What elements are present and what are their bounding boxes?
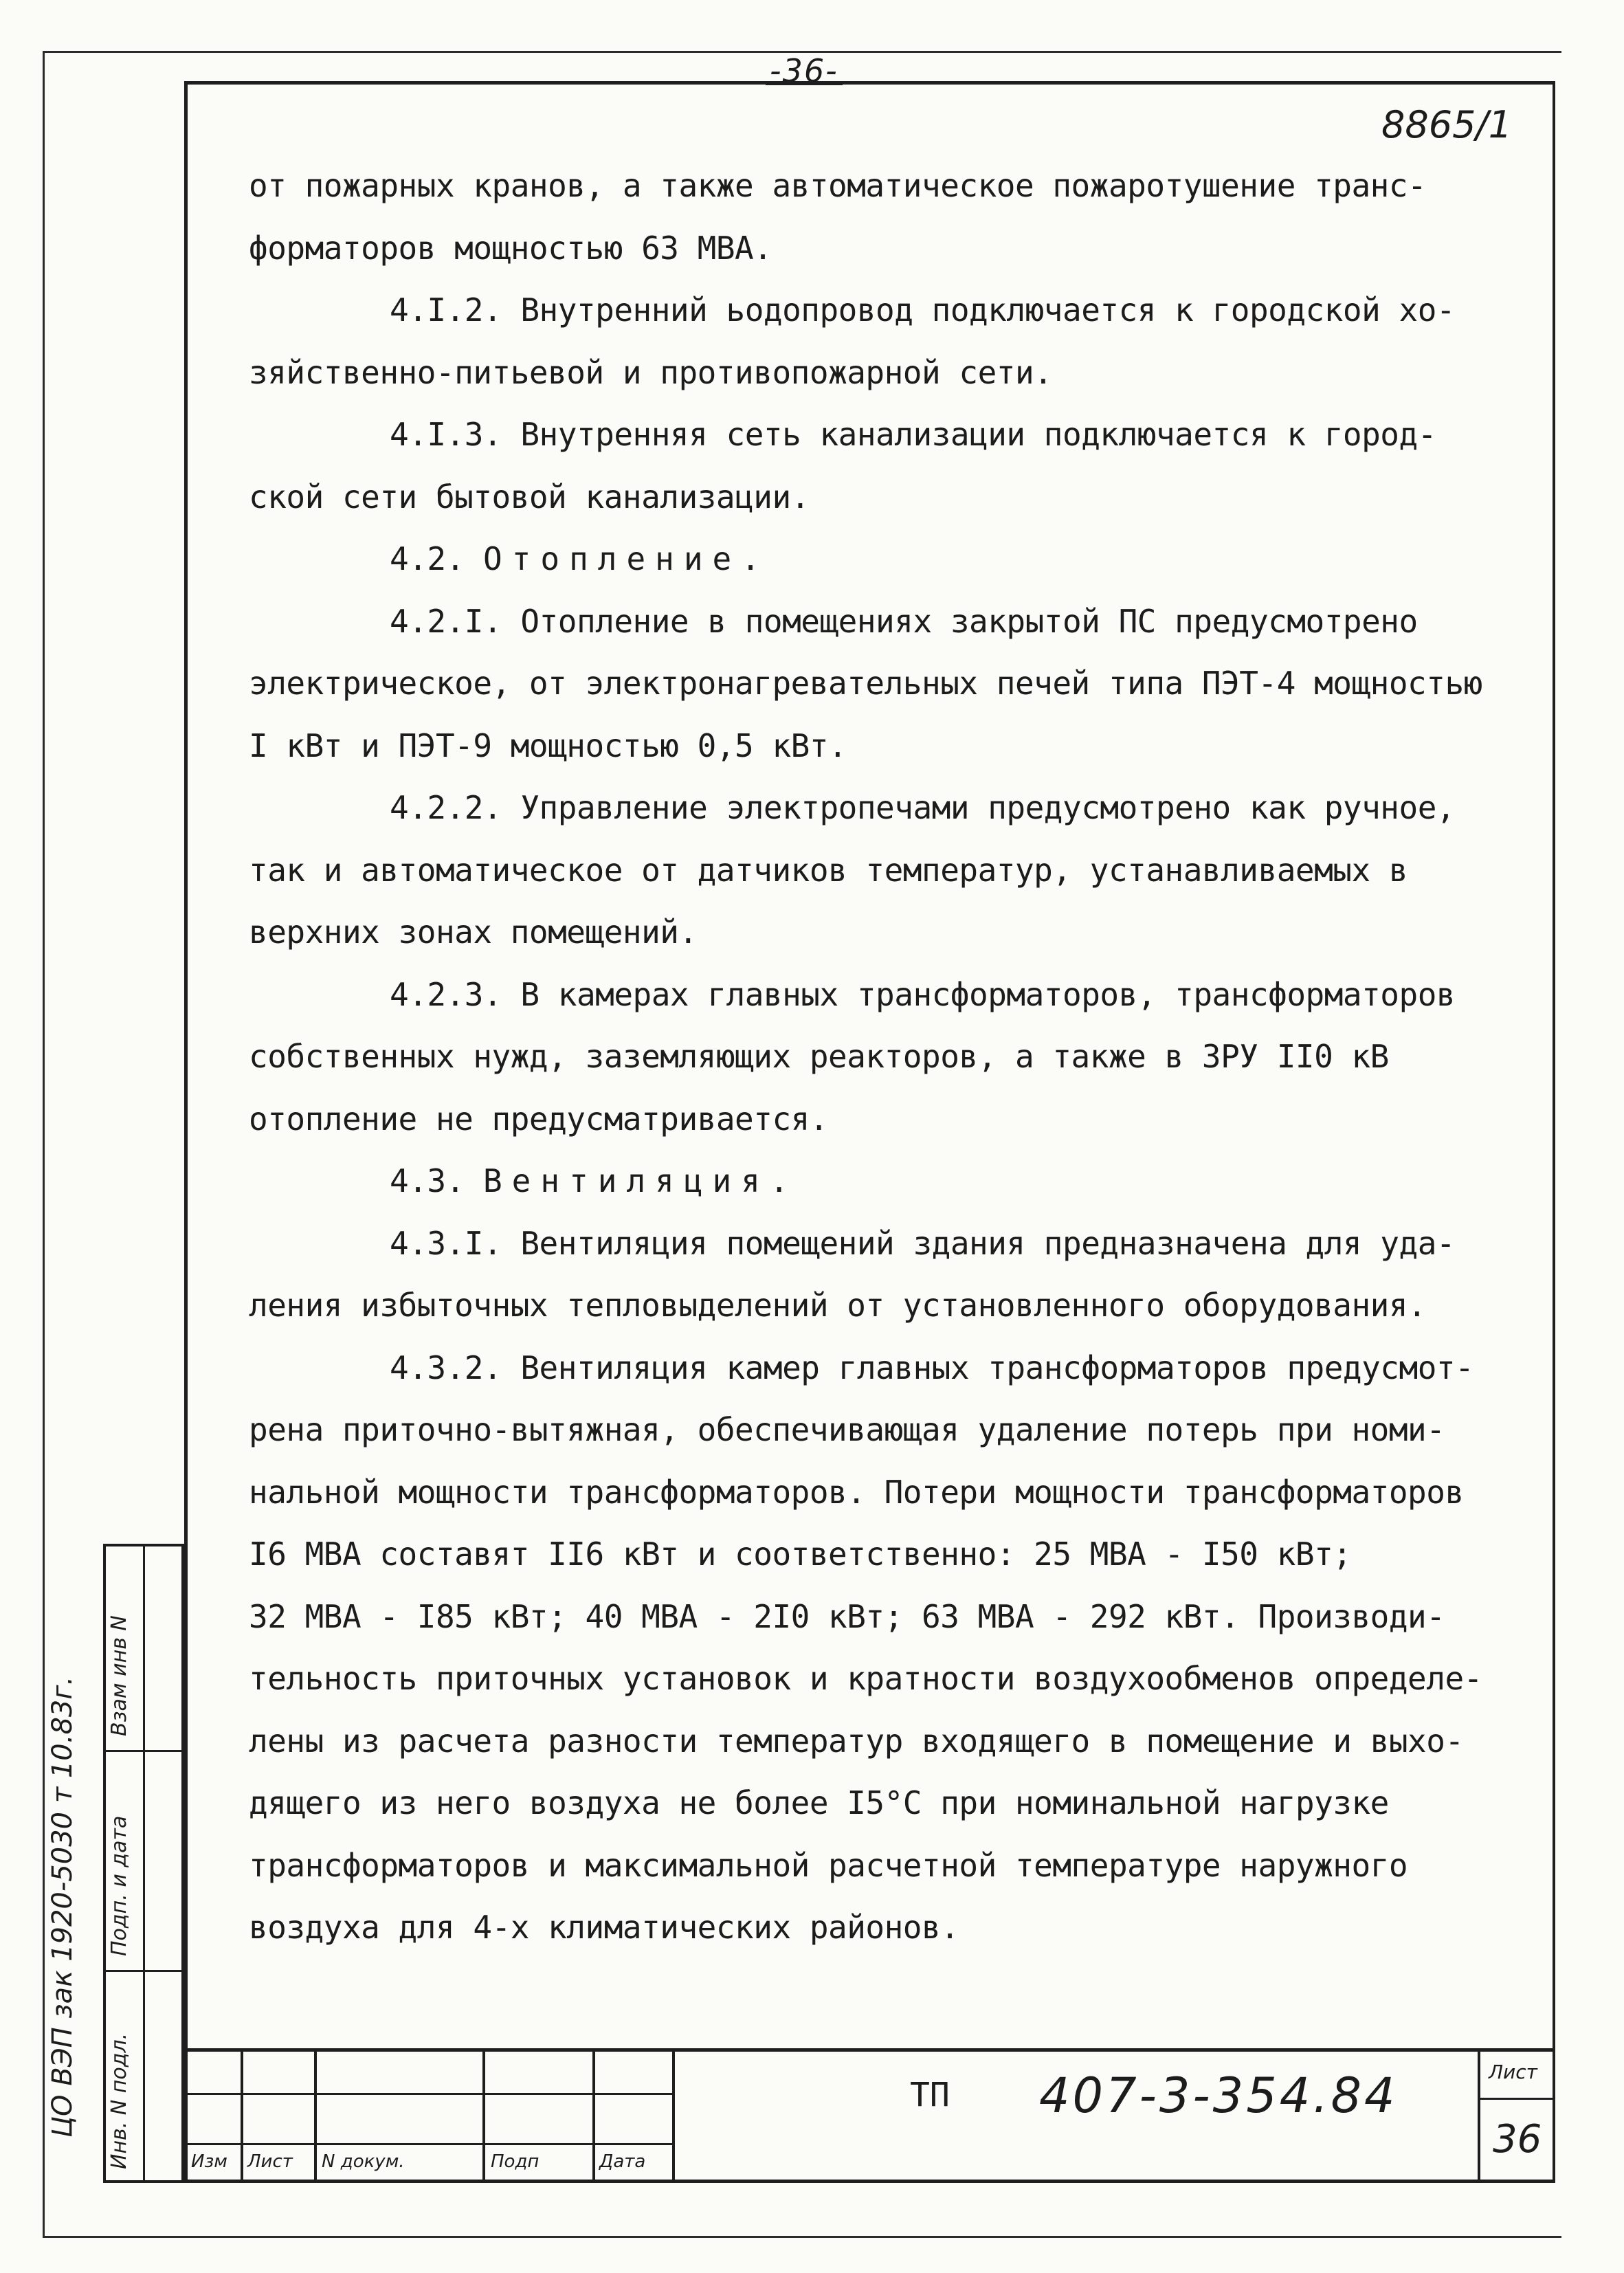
page-number: -36- [770,52,838,89]
title-block-row-line [187,2093,675,2095]
print-order-note: ЦО ВЭП зак 1920-5030 т 10.83г. [47,1676,78,2138]
body-line: I6 МВА составят II6 кВт и соответственно: 25 МВА - I50 кВт; [249,1535,1352,1573]
body-line: лены из расчета разности температур входящего в помещение и выхо- [249,1722,1464,1760]
strip-label-original-number: Инв. N подл. [107,2032,131,2169]
approval-strip-divider [143,1544,145,2183]
sheet-number: 36 [1493,2117,1542,2162]
section-number: 4.3. [390,1162,465,1199]
approval-strip [103,1544,184,2183]
section-title: Вентиляция. [482,1162,799,1199]
body-line: нальной мощности трансформаторов. Потери мощности трансформаторов [249,1473,1464,1511]
section-number: 4.2. [390,540,465,577]
col-label-doc-number: N докум. [322,2151,405,2172]
title-block-divider [672,2048,675,2182]
title-block-divider [314,2048,317,2182]
body-line: собственных нужд, заземляющих реакторов, а также в ЗРУ II0 кВ [249,1038,1389,1075]
section-heading-heating [249,528,1500,590]
title-block-divider [592,2048,595,2182]
strip-label-signature-date: Подп. и дата [107,1815,131,1956]
body-line: так и автоматическое от датчиков температур, устанавливаемых в [249,851,1408,889]
body-line: I кВт и ПЭТ-9 мощностью 0,5 кВт. [249,727,847,764]
outer-border-bottom [43,2236,1561,2238]
title-block-row-line [187,2143,675,2145]
col-label-change: Изм [191,2151,227,2172]
body-line: верхних зонах помещений. [249,913,698,951]
body-line: 4.3.I. Вентиляция помещений здания предназначена для уда- [390,1224,1456,1262]
body-line: дящего из него воздуха не более I5°С при номинальной нагрузке [249,1784,1389,1821]
title-block-top-border [187,2048,1555,2052]
body-line: ления избыточных тепловыделений от установленного оборудования. [249,1287,1427,1324]
approval-strip-divider [103,1970,184,1972]
body-line: форматоров мощностью 63 МВА. [249,229,772,267]
approval-strip-divider [103,1750,184,1752]
body-line: отопление не предусматривается. [249,1100,829,1138]
body-line: 4.3.2. Вентиляция камер главных трансформаторов предусмот- [390,1349,1474,1386]
title-block-divider [482,2048,485,2182]
col-label-sheet: Лист [247,2151,293,2172]
body-line: 4.2.3. В камерах главных трансформаторов, трансформаторов [390,975,1456,1013]
body-line: 4.I.2. Внутренний ьодопровод подключается к городской хо- [390,291,1456,329]
body-line: от пожарных кранов, а также автоматическое пожаротушение транс- [249,167,1427,204]
sheet-label: Лист [1489,2061,1537,2083]
sheet-number-box [1478,2048,1555,2182]
col-label-date: Дата [599,2151,646,2172]
section-title: Отопление. [482,540,770,577]
document-body [249,155,1500,1959]
body-line: 32 МВА - I85 кВт; 40 МВА - 2I0 кВт; 63 МВА - 292 кВт. Производи- [249,1597,1445,1635]
body-line: 4.I.3. Внутренняя сеть канализации подключается к город- [390,416,1436,453]
sheet-box-divider [1480,2098,1555,2100]
outer-border-left [43,51,45,2237]
col-label-signature: Подп [491,2151,540,2172]
body-line: рена приточно-вытяжная, обеспечивающая удаление потерь при номи- [249,1411,1445,1448]
title-block-divider [241,2048,243,2182]
body-line: воздуха для 4-х климатических районов. [249,1909,959,1946]
section-heading-ventilation [249,1150,1500,1212]
body-line: электрическое, от электронагревательных печей типа ПЭТ-4 мощностью [249,665,1482,702]
body-line: 4.2.I. Отопление в помещениях закрытой ПС предусмотрено [390,602,1418,640]
designation-number: 407-3-354.84 [1039,2067,1398,2124]
strip-label-replacement: Взам инв N [107,1615,131,1736]
archive-code: 8865/1 [1381,103,1512,146]
body-line: ской сети бытовой канализации. [249,478,810,515]
body-line: трансформаторов и максимальной расчетной температуре наружного [249,1846,1408,1884]
body-line: зяйственно-питьевой и противопожарной сети. [249,353,1053,391]
body-line: тельность приточных установок и кратности воздухообменов определе- [249,1660,1482,1697]
title-block [187,2048,1555,2182]
designation-prefix: ТП [910,2076,950,2114]
body-line: 4.2.2. Управление электропечами предусмотрено как ручное, [390,789,1456,826]
